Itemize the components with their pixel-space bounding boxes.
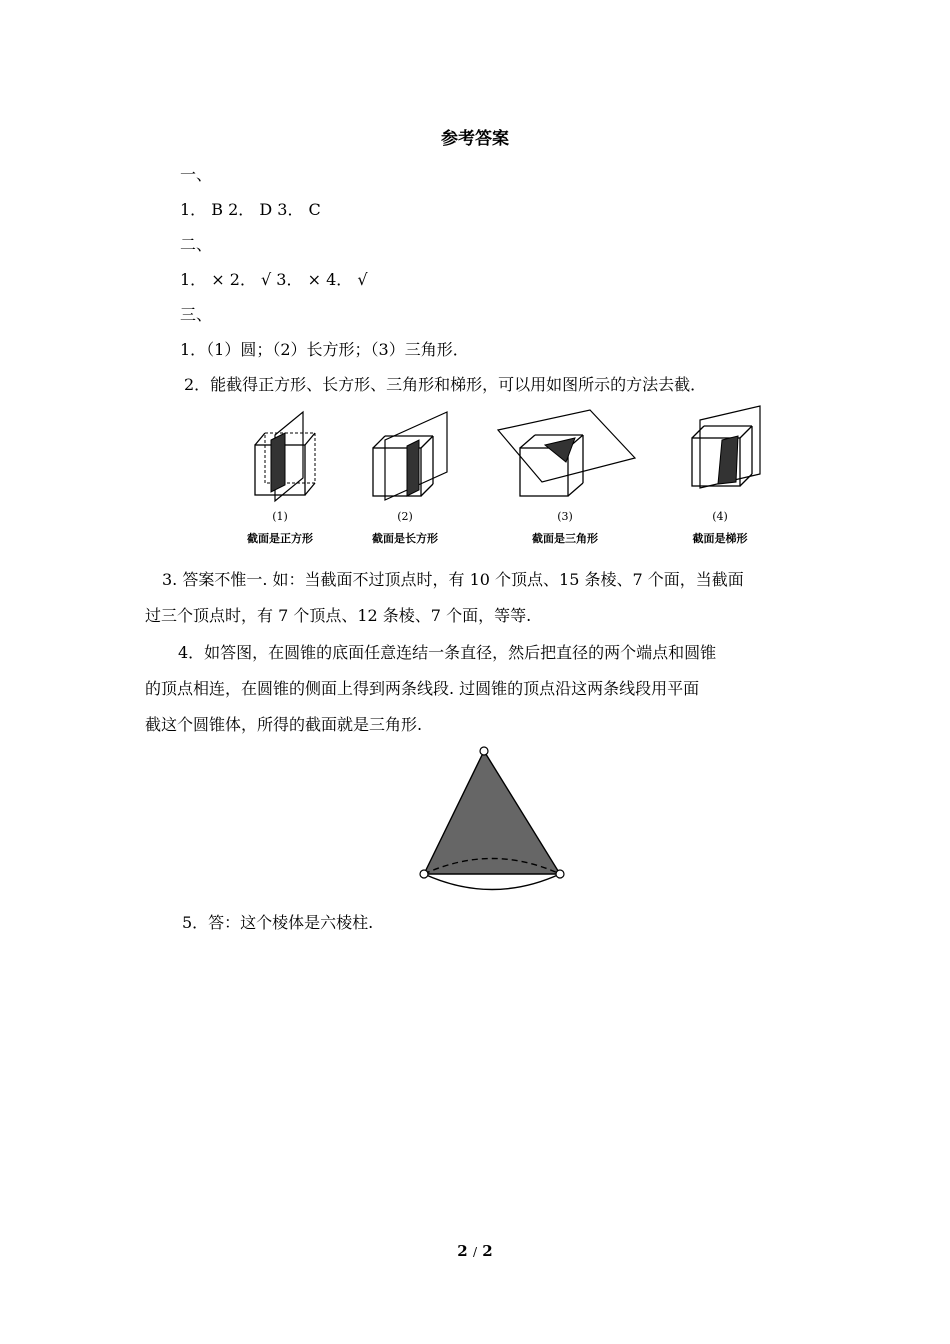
section-3-heading: 三、 bbox=[180, 305, 213, 324]
figure-caption: 截面是梯形 bbox=[692, 532, 748, 545]
cube-square-section-diagram bbox=[235, 400, 325, 505]
answer-3-3-line-2: 过三个顶点时，有 7 个顶点、12 条棱、7 个面，等等. bbox=[145, 606, 532, 625]
cube-trapezoid-section-diagram bbox=[670, 400, 770, 505]
cube-triangle-section-diagram bbox=[490, 400, 640, 505]
figure-triangle-section bbox=[490, 400, 640, 550]
section-2-heading: 二、 bbox=[180, 235, 213, 254]
figure-square-section bbox=[220, 400, 340, 550]
cone-section-diagram bbox=[410, 745, 570, 895]
section-1-heading: 一、 bbox=[180, 165, 213, 184]
figure-caption: 截面是三角形 bbox=[532, 532, 598, 545]
page-title: 参考答案 bbox=[441, 129, 509, 149]
figure-number: (3) bbox=[557, 510, 573, 523]
figure-trapezoid-section bbox=[660, 400, 780, 550]
figure-caption: 截面是长方形 bbox=[372, 532, 438, 545]
current-page: 2 bbox=[457, 1242, 468, 1260]
figure-number: (2) bbox=[397, 510, 413, 523]
figure-rectangle-section bbox=[345, 400, 465, 550]
answer-3-4-line-1: 4．如答图，在圆锥的底面任意连结一条直径，然后把直径的两个端点和圆锥 bbox=[178, 643, 717, 662]
answer-3-4-line-2: 的顶点相连，在圆锥的侧面上得到两条线段. 过圆锥的顶点沿这两条线段用平面 bbox=[145, 679, 700, 698]
section-1-answers: 1． B 2． D 3． C bbox=[180, 200, 321, 219]
answer-3-5: 5．答：这个棱体是六棱柱. bbox=[182, 913, 374, 932]
figure-caption: 截面是正方形 bbox=[247, 532, 313, 545]
page-number bbox=[0, 1242, 950, 1260]
cube-section-figures bbox=[220, 400, 780, 550]
answer-3-2: 2．能截得正方形、长方形、三角形和梯形，可以用如图所示的方法去截． bbox=[184, 375, 707, 394]
total-pages: 2 bbox=[482, 1242, 493, 1260]
answer-3-4-line-3: 截这个圆锥体，所得的截面就是三角形. bbox=[145, 715, 423, 734]
figure-number: (1) bbox=[272, 510, 288, 523]
section-2-answers: 1． × 2． √ 3． × 4． √ bbox=[180, 270, 368, 289]
answer-3-1: 1．（1）圆；（2）长方形；（3）三角形． bbox=[180, 340, 469, 359]
page-separator: / bbox=[472, 1245, 478, 1259]
cube-rectangle-section-diagram bbox=[355, 400, 455, 505]
answer-3-3-line-1: 3. 答案不惟一. 如：当截面不过顶点时，有 10 个顶点、15 条棱、7 个面，当截面 bbox=[162, 570, 744, 589]
figure-number: (4) bbox=[712, 510, 728, 523]
